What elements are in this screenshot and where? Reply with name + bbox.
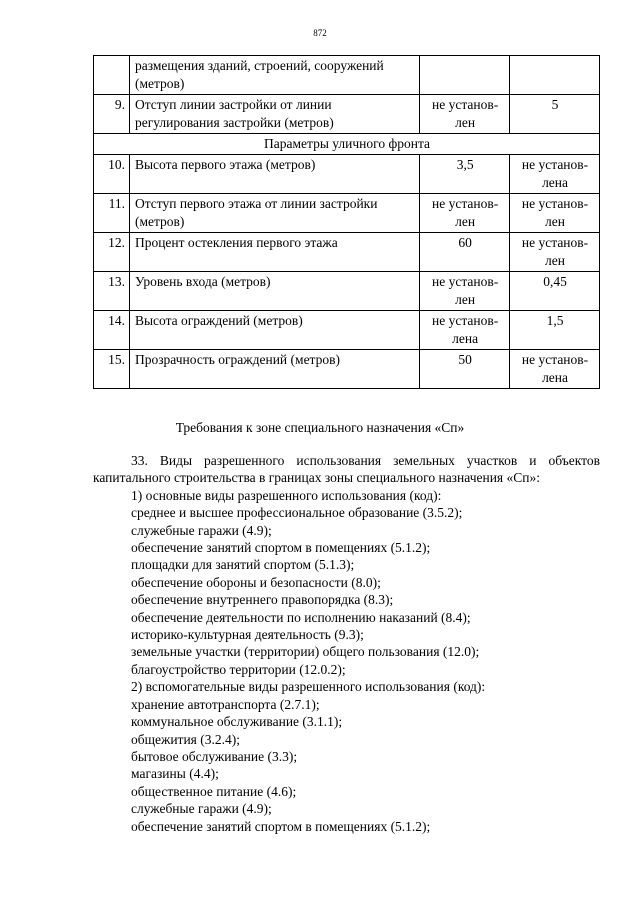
list-line: площадки для занятий спортом (5.1.3); (131, 557, 355, 573)
row-name: размещения зданий, строений, сооружений (метров) (129, 56, 419, 95)
row-number: 13. (94, 272, 130, 311)
list-line: среднее и высшее профессиональное образование (3.5.2); (131, 505, 463, 521)
row-value-1: не установ-лен (420, 194, 510, 233)
list-line: общежития (3.2.4); (131, 731, 241, 747)
list-line: служебные гаражи (4.9); (131, 801, 272, 817)
row-value-1: не установ-лен (420, 272, 510, 311)
table-row (94, 233, 600, 272)
list-line: земельные участки (территории) общего пользования (12.0); (131, 644, 480, 660)
row-value-2 (510, 56, 600, 95)
row-name: Процент остекления первого этажа (129, 233, 419, 272)
list-line: обеспечение внутреннего правопорядка (8.3); (131, 592, 394, 608)
list-line: хранение автотранспорта (2.7.1); (131, 696, 320, 712)
section-title: Требования к зоне специального назначения «Сп» (175, 420, 465, 435)
row-number: 15. (94, 350, 130, 389)
table-row (94, 56, 600, 95)
list-line: 1) основные виды разрешенного использования (код): (131, 487, 442, 503)
table-row (94, 95, 600, 134)
table-row (94, 194, 600, 233)
row-value-1: не установ-лен (420, 95, 510, 134)
list-line: историко-культурная деятельность (9.3); (131, 627, 364, 643)
row-name: Прозрачность ограждений (метров) (129, 350, 419, 389)
list-line: общественное питание (4.6); (131, 783, 297, 799)
row-number: 10. (94, 155, 130, 194)
parameters-table (93, 55, 600, 389)
list-line: обеспечение занятий спортом в помещениях (5.1.2); (131, 540, 431, 556)
table-section-row (94, 134, 600, 155)
row-value-1 (420, 56, 510, 95)
table-row (94, 350, 600, 389)
row-name: Уровень входа (метров) (129, 272, 419, 311)
row-number: 12. (94, 233, 130, 272)
row-value-1: 50 (420, 350, 510, 389)
list-line: коммунальное обслуживание (3.1.1); (131, 714, 343, 730)
row-number: 11. (94, 194, 130, 233)
table-row (94, 311, 600, 350)
list-line: служебные гаражи (4.9); (131, 522, 272, 538)
row-value-2: 1,5 (510, 311, 600, 350)
list-line: обеспечение деятельности по исполнению наказаний (8.4); (131, 609, 471, 625)
row-value-2: не установ-лена (510, 155, 600, 194)
row-number (94, 56, 130, 95)
list-line: благоустройство территории (12.0.2); (131, 661, 346, 677)
page-number: 872 (313, 28, 327, 38)
row-value-2: не установ-лена (510, 350, 600, 389)
paragraph-33: 33. Виды разрешенного использования земельных участков и объектов капитального строительства в границах зоны специального назначения «Сп»: (93, 453, 600, 486)
table-row (94, 272, 600, 311)
row-name: Высота первого этажа (метров) (129, 155, 419, 194)
row-number: 14. (94, 311, 130, 350)
document-body (93, 452, 600, 835)
list-line: обеспечение занятий спортом в помещениях (5.1.2); (131, 818, 431, 834)
row-name: Высота ограждений (метров) (129, 311, 419, 350)
row-value-2: не установ-лен (510, 233, 600, 272)
list-line: 2) вспомогательные виды разрешенного использования (код): (131, 679, 486, 695)
row-value-2: не установ-лен (510, 194, 600, 233)
row-value-1: 3,5 (420, 155, 510, 194)
row-value-2: 0,45 (510, 272, 600, 311)
list-line: магазины (4.4); (131, 766, 219, 782)
list-line: бытовое обслуживание (3.3); (131, 748, 298, 764)
row-value-1: не установ-лена (420, 311, 510, 350)
row-name: Отступ линии застройки от линии регулирования застройки (метров) (129, 95, 419, 134)
row-name: Отступ первого этажа от линии застройки (метров) (129, 194, 419, 233)
row-value-2: 5 (510, 95, 600, 134)
row-value-1: 60 (420, 233, 510, 272)
row-number: 9. (94, 95, 130, 134)
list-line: обеспечение обороны и безопасности (8.0); (131, 574, 381, 590)
table-section-header: Параметры уличного фронта (94, 134, 600, 155)
table-row (94, 155, 600, 194)
